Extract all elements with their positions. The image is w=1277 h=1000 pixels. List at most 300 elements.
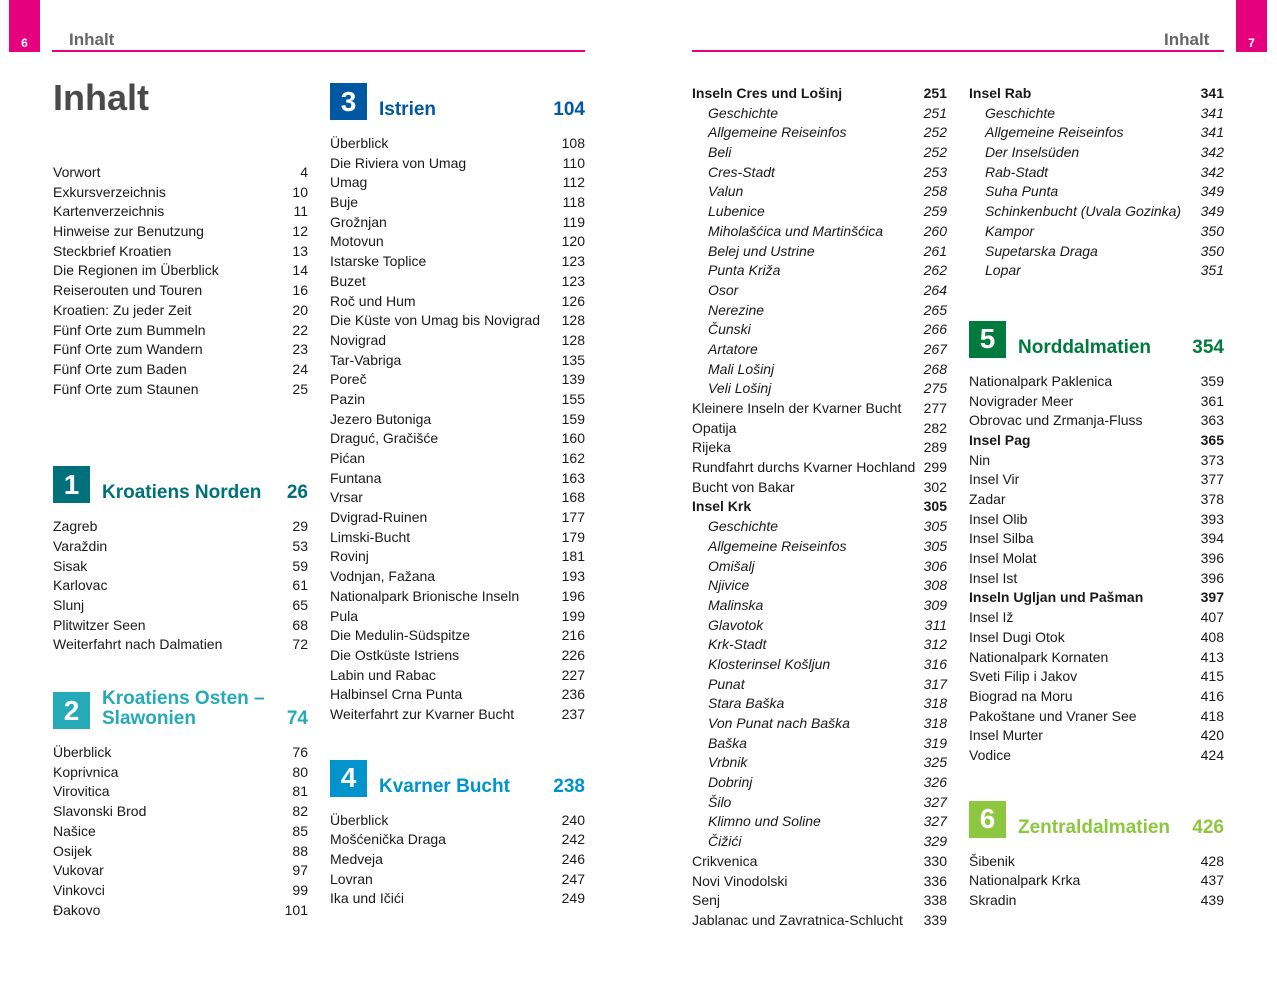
toc-entry-title: Biograd na Moru <box>969 687 1073 704</box>
toc-entry[interactable] <box>53 763 308 783</box>
toc-entry-page: 266 <box>923 321 947 338</box>
toc-entry[interactable] <box>330 587 585 607</box>
toc-entry-page: 139 <box>561 371 585 388</box>
toc-entry-page: 359 <box>1200 372 1224 389</box>
toc-entry-page: 267 <box>923 340 947 357</box>
toc-entry-title: Krk-Stadt <box>708 636 767 653</box>
toc-entry[interactable] <box>330 811 585 831</box>
toc-entry-page: 420 <box>1200 727 1224 744</box>
toc-entry[interactable] <box>969 687 1224 707</box>
toc-entry-title: Kleinere Inseln der Kvarner Bucht <box>692 400 902 416</box>
toc-entry-page: 416 <box>1200 687 1224 704</box>
toc-entry[interactable] <box>53 380 308 400</box>
toc-entry[interactable] <box>53 517 308 537</box>
toc-entry-page: 316 <box>923 655 947 672</box>
toc-entry-title: Vodice <box>969 746 1012 763</box>
toc-entry-page: 251 <box>923 104 947 121</box>
toc-entry-page: 318 <box>923 715 947 731</box>
toc-entry-page: 97 <box>292 862 308 879</box>
toc-entry-page: 99 <box>292 881 308 898</box>
toc-entry-title: Valun <box>708 183 744 200</box>
toc-entry-title: Überblick <box>330 135 389 151</box>
toc-entry-title: Buje <box>330 194 359 211</box>
toc-entry[interactable] <box>53 576 308 596</box>
toc-entry[interactable] <box>53 842 308 862</box>
toc-entry[interactable] <box>969 852 1224 872</box>
toc-entry[interactable] <box>330 830 585 850</box>
toc-entry[interactable] <box>330 449 585 469</box>
toc-entry[interactable] <box>969 588 1224 608</box>
toc-entry-title: Osor <box>708 281 739 298</box>
toc-entry[interactable] <box>692 123 947 143</box>
toc-entry[interactable] <box>692 537 947 557</box>
toc-entry-page: 159 <box>561 410 585 427</box>
section-title <box>379 100 553 120</box>
toc-entry-title: Artatore <box>708 340 758 357</box>
toc-entry-page: 68 <box>292 616 308 633</box>
toc-entry[interactable] <box>53 802 308 822</box>
toc-entry-title: Weiterfahrt zur Kvarner Bucht <box>330 705 515 722</box>
toc-entry[interactable] <box>330 705 585 725</box>
toc-entry[interactable] <box>692 222 947 242</box>
toc-entry-page: 305 <box>923 518 947 535</box>
toc-entry-page: 350 <box>1200 222 1224 239</box>
toc-entry[interactable] <box>969 608 1224 628</box>
toc-entry-title: Omišalj <box>708 557 755 574</box>
toc-entry-page: 25 <box>292 380 308 397</box>
toc-entry-page: 325 <box>923 754 947 771</box>
toc-entry[interactable] <box>692 734 947 754</box>
toc-entry[interactable] <box>969 529 1224 549</box>
toc-entry-title: Čunski <box>708 321 751 338</box>
toc-entry-page: 277 <box>923 400 947 416</box>
toc-entry[interactable] <box>692 242 947 262</box>
toc-entry-page: 327 <box>923 793 947 810</box>
toc-entry[interactable] <box>330 193 585 213</box>
toc-entry[interactable] <box>53 881 308 901</box>
toc-entry[interactable] <box>330 528 585 548</box>
toc-entry-title: Limski-Bucht <box>330 528 411 545</box>
toc-entry-page: 23 <box>292 341 308 358</box>
toc-entry-title: Die Regionen im Überblick <box>53 262 219 279</box>
toc-entry[interactable] <box>53 537 308 557</box>
toc-entry[interactable] <box>969 451 1224 471</box>
toc-entry-page: 120 <box>561 233 585 250</box>
toc-entry-title: Karlovac <box>53 577 108 594</box>
toc-entry[interactable] <box>330 850 585 870</box>
toc-entry-title: Glavotok <box>708 616 764 633</box>
toc-entry[interactable] <box>692 261 947 281</box>
toc-entry[interactable] <box>969 726 1224 746</box>
toc-entry[interactable] <box>692 635 947 655</box>
toc-entry[interactable] <box>692 872 947 892</box>
section-title-line: Zentraldalmatien <box>1018 816 1171 838</box>
toc-entry-page: 110 <box>562 154 585 171</box>
toc-entry-page: 88 <box>292 842 308 859</box>
toc-entry-page: 373 <box>1200 451 1224 468</box>
toc-entry[interactable] <box>53 861 308 881</box>
toc-entry[interactable] <box>692 301 947 321</box>
toc-entry-title: Istarske Toplice <box>330 253 427 270</box>
toc-entry[interactable] <box>330 666 585 686</box>
toc-entry[interactable] <box>969 202 1224 222</box>
toc-entry-page: 76 <box>292 744 308 761</box>
toc-entry-page: 330 <box>923 852 947 869</box>
toc-entry-page: 253 <box>923 163 947 180</box>
toc-entry-page: 393 <box>1200 510 1224 527</box>
toc-entry-title: Supetarska Draga <box>985 242 1098 259</box>
toc-entry[interactable] <box>692 714 947 734</box>
insel-rab-list <box>969 84 1224 281</box>
toc-entry[interactable] <box>969 84 1224 104</box>
toc-entry-page: 126 <box>561 292 585 309</box>
toc-entry[interactable] <box>692 163 947 183</box>
toc-entry-page: 339 <box>923 911 947 928</box>
toc-entry-title: Pula <box>330 607 359 624</box>
toc-entry-title: Klosterinsel Košljun <box>708 655 831 672</box>
section-entries <box>969 372 1224 766</box>
toc-entry-title: Obrovac und Zrmanja-Fluss <box>969 412 1143 429</box>
section-number-badge: 1 <box>53 466 90 503</box>
toc-entry[interactable] <box>53 743 308 763</box>
section-2 <box>53 689 308 920</box>
toc-entry[interactable] <box>692 793 947 813</box>
toc-entry[interactable] <box>330 292 585 312</box>
toc-entry[interactable] <box>330 311 585 331</box>
toc-entry-title: Motovun <box>330 233 384 250</box>
toc-entry-title: Insel Murter <box>969 727 1043 744</box>
toc-entry-page: 424 <box>1200 746 1224 763</box>
toc-entry-title: Fünf Orte zum Baden <box>53 360 187 377</box>
toc-entry-page: 118 <box>562 194 585 211</box>
toc-entry[interactable] <box>692 84 947 104</box>
toc-entry[interactable] <box>692 320 947 340</box>
toc-entry-title: Zagreb <box>53 518 98 535</box>
toc-entry[interactable] <box>969 104 1224 124</box>
toc-entry-title: Čižići <box>708 833 742 850</box>
toc-entry[interactable] <box>692 517 947 537</box>
toc-entry[interactable] <box>53 183 308 203</box>
section-page: 26 <box>286 482 308 504</box>
toc-entry-page: 363 <box>1200 412 1224 429</box>
toc-entry-page: 168 <box>561 489 585 506</box>
toc-entry-page: 378 <box>1200 491 1224 507</box>
toc-entry[interactable] <box>53 340 308 360</box>
toc-entry-title: Senj <box>692 892 721 909</box>
toc-entry-page: 128 <box>561 331 585 348</box>
toc-entry-title: Draguć, Gračišće <box>330 430 439 447</box>
toc-entry[interactable] <box>53 301 308 321</box>
toc-entry[interactable] <box>692 911 947 931</box>
toc-entry[interactable] <box>692 596 947 616</box>
section-entries <box>53 517 308 655</box>
section-entries <box>330 811 585 909</box>
toc-entry[interactable] <box>692 694 947 714</box>
toc-entry-title: Baška <box>708 734 747 751</box>
toc-entry-title: Kampor <box>985 222 1035 239</box>
section-heading[interactable] <box>969 320 1224 358</box>
toc-entry-title: Lubenice <box>708 203 765 220</box>
toc-entry[interactable] <box>692 379 947 399</box>
toc-entry[interactable] <box>330 870 585 890</box>
section-heading[interactable] <box>53 465 308 503</box>
section-title-line: Kroatiens Norden <box>102 482 262 504</box>
toc-entry[interactable] <box>969 569 1224 589</box>
toc-entry-page: 226 <box>561 646 585 663</box>
toc-entry[interactable] <box>330 646 585 666</box>
toc-entry[interactable] <box>692 399 947 419</box>
toc-entry[interactable] <box>692 478 947 498</box>
toc-entry[interactable] <box>692 438 947 458</box>
toc-entry-page: 361 <box>1200 392 1224 409</box>
toc-entry[interactable] <box>969 648 1224 668</box>
toc-entry[interactable] <box>692 458 947 478</box>
toc-entry-title: Mošćenička Draga <box>330 831 446 848</box>
toc-entry[interactable] <box>969 667 1224 687</box>
toc-entry-page: 162 <box>561 450 585 466</box>
toc-entry-title: Halbinsel Crna Punta <box>330 686 463 703</box>
section-heading[interactable] <box>330 759 585 797</box>
section-number-badge: 2 <box>53 692 90 729</box>
toc-entry[interactable] <box>969 549 1224 569</box>
toc-entry-page: 13 <box>292 242 308 259</box>
toc-entry-title: Von Punat nach Baška <box>708 715 850 731</box>
section-number-badge: 6 <box>969 801 1006 838</box>
toc-entry[interactable] <box>969 222 1224 242</box>
toc-entry[interactable] <box>330 547 585 567</box>
section-page: 104 <box>553 99 585 120</box>
toc-entry-title: Miholašćica und Martinšćica <box>708 222 884 239</box>
toc-entry-page: 101 <box>284 901 308 918</box>
toc-entry[interactable] <box>53 281 308 301</box>
toc-entry[interactable] <box>330 567 585 587</box>
toc-entry[interactable] <box>969 411 1224 431</box>
toc-entry[interactable] <box>53 321 308 341</box>
toc-entry-title: Umag <box>330 174 368 191</box>
toc-entry[interactable] <box>53 222 308 242</box>
toc-entry-page: 193 <box>561 568 585 585</box>
toc-entry[interactable] <box>53 261 308 281</box>
toc-entry-title: Die Küste von Umag bis Novigrad <box>330 312 541 329</box>
toc-entry-title: Insel Ist <box>969 569 1018 586</box>
toc-entry[interactable] <box>53 822 308 842</box>
left-header-rule <box>52 50 585 52</box>
toc-entry[interactable] <box>330 134 585 154</box>
toc-entry[interactable] <box>330 232 585 252</box>
toc-entry-title: Pićan <box>330 450 366 466</box>
toc-entry-title: Malinska <box>708 596 764 613</box>
section-number-badge: 5 <box>969 321 1006 358</box>
toc-entry[interactable] <box>969 261 1224 281</box>
toc-entry[interactable] <box>330 213 585 233</box>
toc-entry-title: Roč und Hum <box>330 292 416 309</box>
toc-entry[interactable] <box>692 675 947 695</box>
toc-entry[interactable] <box>692 852 947 872</box>
toc-entry[interactable] <box>330 488 585 508</box>
toc-entry-page: 329 <box>923 833 947 850</box>
toc-entry-title: Veli Lošinj <box>708 380 772 397</box>
toc-entry-page: 20 <box>292 301 308 318</box>
section-title <box>102 483 287 503</box>
toc-entry-title: Geschichte <box>708 518 779 535</box>
toc-entry-title: Novigrad <box>330 331 387 348</box>
toc-entry[interactable] <box>692 891 947 911</box>
toc-entry[interactable] <box>969 707 1224 727</box>
toc-entry[interactable] <box>969 628 1224 648</box>
toc-entry-title: Insel Molat <box>969 550 1037 567</box>
toc-entry-title: Skradin <box>969 892 1017 908</box>
toc-entry-page: 408 <box>1200 628 1224 645</box>
toc-entry[interactable] <box>969 123 1224 143</box>
toc-entry-page: 351 <box>1200 262 1224 279</box>
toc-entry-page: 259 <box>923 203 947 220</box>
intro-list <box>53 163 308 399</box>
section-title <box>379 777 553 797</box>
toc-entry[interactable] <box>969 470 1224 490</box>
toc-entry[interactable] <box>330 173 585 193</box>
toc-entry-title: Dvigrad-Ruinen <box>330 509 428 526</box>
toc-entry[interactable] <box>53 360 308 380</box>
toc-entry-title: Belej und Ustrine <box>708 242 815 259</box>
toc-entry[interactable] <box>330 351 585 371</box>
toc-entry[interactable] <box>53 901 308 921</box>
toc-entry[interactable] <box>692 576 947 596</box>
toc-entry[interactable] <box>330 331 585 351</box>
toc-entry-page: 264 <box>923 281 947 298</box>
toc-entry[interactable] <box>330 252 585 272</box>
toc-entry[interactable] <box>330 626 585 646</box>
toc-entry[interactable] <box>692 281 947 301</box>
toc-entry[interactable] <box>969 392 1224 412</box>
toc-entry[interactable] <box>330 154 585 174</box>
toc-entry-title: Die Riviera von Umag <box>330 154 467 171</box>
toc-entry[interactable] <box>53 635 308 655</box>
toc-entry-page: 227 <box>561 666 585 683</box>
toc-entry-title: Plitwitzer Seen <box>53 616 146 633</box>
toc-entry[interactable] <box>692 812 947 832</box>
toc-entry-page: 415 <box>1200 668 1224 685</box>
toc-entry[interactable] <box>330 429 585 449</box>
toc-entry-title: Vorwort <box>53 164 101 180</box>
toc-entry[interactable] <box>53 557 308 577</box>
toc-entry-page: 242 <box>561 831 585 848</box>
toc-entry[interactable] <box>330 685 585 705</box>
toc-entry-title: Vinkovci <box>53 881 105 898</box>
toc-entry[interactable] <box>330 272 585 292</box>
toc-entry[interactable] <box>692 340 947 360</box>
toc-entry-title: Varaždin <box>53 537 108 554</box>
toc-entry[interactable] <box>969 431 1224 451</box>
toc-entry[interactable] <box>969 490 1224 510</box>
toc-entry-page: 308 <box>923 577 947 594</box>
toc-entry[interactable] <box>692 655 947 675</box>
toc-entry-page: 262 <box>923 262 947 279</box>
toc-entry-title: Šibenik <box>969 852 1015 869</box>
toc-entry[interactable] <box>330 370 585 390</box>
section-entries <box>53 743 308 920</box>
toc-entry[interactable] <box>692 104 947 124</box>
toc-entry[interactable] <box>692 832 947 852</box>
right-page-number: 7 <box>1236 0 1267 52</box>
toc-entry[interactable] <box>53 616 308 636</box>
toc-entry-page: 311 <box>924 616 947 633</box>
toc-entry-title: Allgemeine Reiseinfos <box>708 124 847 141</box>
toc-entry[interactable] <box>969 510 1224 530</box>
toc-entry[interactable] <box>53 202 308 222</box>
toc-entry[interactable] <box>969 143 1224 163</box>
toc-entry[interactable] <box>969 372 1224 392</box>
toc-entry-page: 135 <box>561 351 585 368</box>
toc-entry[interactable] <box>692 497 947 517</box>
toc-entry-title: Allgemeine Reiseinfos <box>708 537 847 554</box>
toc-entry[interactable] <box>330 607 585 627</box>
toc-entry[interactable] <box>969 871 1224 891</box>
toc-entry[interactable] <box>692 360 947 380</box>
toc-entry[interactable] <box>330 889 585 909</box>
toc-entry-page: 282 <box>923 419 947 436</box>
toc-entry[interactable] <box>969 163 1224 183</box>
section-page: 354 <box>1192 336 1224 358</box>
toc-entry-page: 59 <box>292 557 308 574</box>
toc-entry-page: 24 <box>292 360 308 377</box>
toc-entry[interactable] <box>330 508 585 528</box>
toc-entry-page: 128 <box>561 312 585 329</box>
toc-entry[interactable] <box>53 782 308 802</box>
toc-entry[interactable] <box>692 182 947 202</box>
toc-entry-title: Kartenverzeichnis <box>53 203 165 220</box>
toc-entry[interactable] <box>969 746 1224 766</box>
toc-entry[interactable] <box>53 596 308 616</box>
toc-entry[interactable] <box>692 202 947 222</box>
section-heading[interactable] <box>969 800 1224 838</box>
toc-entry-title: Schinkenbucht (Uvala Gozinka) <box>985 203 1182 220</box>
toc-entry[interactable] <box>692 616 947 636</box>
toc-entry-title: Vrbnik <box>708 754 748 771</box>
toc-entry[interactable] <box>692 143 947 163</box>
toc-entry-page: 318 <box>923 695 947 712</box>
toc-entry[interactable] <box>330 410 585 430</box>
toc-entry-title: Punat <box>708 675 745 692</box>
toc-entry[interactable] <box>692 773 947 793</box>
toc-entry[interactable] <box>969 182 1224 202</box>
toc-entry-page: 342 <box>1200 144 1224 161</box>
section-heading[interactable] <box>330 82 585 120</box>
toc-entry-title: Reiserouten und Touren <box>53 282 203 299</box>
toc-entry[interactable] <box>692 753 947 773</box>
toc-entry-title: Suha Punta <box>985 183 1059 200</box>
toc-entry-page: 418 <box>1200 707 1224 724</box>
toc-entry[interactable] <box>53 163 308 183</box>
toc-entry[interactable] <box>969 242 1224 262</box>
toc-entry[interactable] <box>969 891 1224 911</box>
toc-entry[interactable] <box>53 242 308 262</box>
toc-entry-title: Inseln Ugljan und Pašman <box>969 589 1144 606</box>
section-4 <box>330 759 585 909</box>
section-heading[interactable] <box>53 689 308 729</box>
section-title-line: Kroatiens Osten – <box>102 688 265 710</box>
toc-entry-title: Labin und Rabac <box>330 666 436 683</box>
toc-entry[interactable] <box>330 390 585 410</box>
toc-entry[interactable] <box>692 557 947 577</box>
toc-entry[interactable] <box>692 419 947 439</box>
toc-entry-page: 275 <box>923 380 947 397</box>
toc-entry-title: Insel Rab <box>969 85 1032 101</box>
toc-entry-title: Die Medulin-Südspitze <box>330 627 471 644</box>
toc-entry-page: 289 <box>923 439 947 456</box>
toc-entry-title: Virovitica <box>53 783 110 800</box>
toc-entry-title: Poreč <box>330 371 367 388</box>
toc-entry[interactable] <box>330 469 585 489</box>
